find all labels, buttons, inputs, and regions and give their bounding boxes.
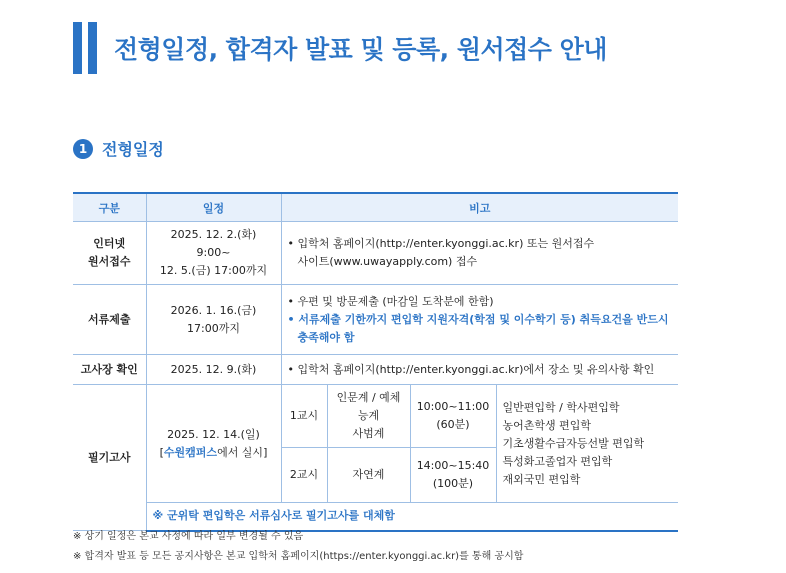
remarks-warning-line: 충족해야 함 (297, 330, 355, 344)
date-cell: 2025. 12. 9.(화) (146, 355, 281, 385)
date-cell (146, 285, 281, 355)
military-note-cell: ※ 군위탁 편입학은 서류심사로 필기고사를 대체함 (146, 503, 678, 531)
date-line: 2026. 1. 16.(금) (170, 303, 257, 317)
remarks-line: • 우편 및 방문제출 (마감일 도착분에 한함) (287, 294, 494, 308)
time-line: (60분) (436, 418, 470, 431)
date-line: 2025. 12. 14.(일) (167, 427, 260, 441)
footnote: ※ 상기 일정은 본교 사정에 따라 일부 변경될 수 있음 (73, 531, 304, 542)
category-cell: 서류제출 (73, 285, 146, 355)
footnote: ※ 합격자 발표 등 모든 공지사항은 본교 입학처 홈페이지(https://enter.kyonggi.ac.kr)를 통해 공시함 (73, 551, 524, 562)
admission-type: 농어촌학생 편입학 (502, 418, 592, 432)
date-cell (146, 222, 281, 285)
remarks-warning-line: • 서류제출 기한까지 편입학 지원자격(학점 및 이수학기 등) 취득요건을 반드시 (287, 312, 669, 326)
remarks-cell (281, 222, 678, 285)
subject-cell (327, 385, 410, 448)
subject-line: 사범계 (352, 427, 385, 440)
header-category: 구분 (73, 193, 146, 222)
page-title: 전형일정, 합격자 발표 및 등록, 원서접수 안내 (114, 35, 607, 64)
time-cell (410, 385, 496, 448)
admission-type: 재외국민 편입학 (502, 472, 581, 486)
time-line: (100분) (432, 477, 474, 490)
section-number-badge: 1 (73, 139, 93, 159)
admission-type: 일반편입학 / 학사편입학 (502, 400, 620, 414)
table-row (73, 385, 678, 448)
time-cell (410, 448, 496, 503)
category-cell (73, 222, 146, 285)
date-line: 17:00까지 (187, 321, 240, 335)
table-row (73, 285, 678, 355)
remarks-line: 사이트(www.uwayapply.com) 접수 (297, 255, 478, 268)
period-cell: 2교시 (281, 448, 327, 503)
remarks-line: • 입학처 홈페이지(http://enter.kyonggi.ac.kr) 또는 원서접수 (287, 237, 595, 250)
category-line: 인터넷 (93, 237, 126, 250)
table-header-row (73, 193, 678, 222)
subject-line: 인문계 / 예체능계 (336, 391, 401, 422)
time-line: 14:00~15:40 (416, 459, 490, 472)
date-line: 2025. 12. 2.(화) 9:00~ (170, 228, 257, 259)
section-header (73, 137, 164, 160)
date-cell (146, 385, 281, 503)
category-cell: 필기고사 (73, 385, 146, 531)
header-remarks: 비고 (281, 193, 678, 222)
table-row (73, 355, 678, 385)
header-date: 일정 (146, 193, 281, 222)
remarks-cell: • 입학처 홈페이지(http://enter.kyonggi.ac.kr)에서 장소 및 유의사항 확인 (281, 355, 678, 385)
date-line: 12. 5.(금) 17:00까지 (159, 264, 268, 277)
admission-type: 기초생활수급자등선발 편입학 (502, 436, 645, 450)
campus-name: 수원캠퍼스 (163, 445, 218, 459)
admission-types-cell (496, 385, 678, 503)
period-cell: 1교시 (281, 385, 327, 448)
category-cell: 고사장 확인 (73, 355, 146, 385)
campus-bracket: [ (159, 445, 164, 459)
section-title: 전형일정 (102, 140, 164, 159)
table-row (73, 222, 678, 285)
subject-cell: 자연계 (327, 448, 410, 503)
title-accent-bars (73, 22, 99, 74)
campus-line (153, 444, 275, 462)
schedule-table (73, 192, 678, 532)
remarks-cell (281, 285, 678, 355)
admission-type: 특성화고졸업자 편입학 (502, 454, 613, 468)
time-line: 10:00~11:00 (416, 400, 490, 413)
category-line: 원서접수 (87, 255, 131, 268)
campus-suffix: 에서 실시] (217, 445, 268, 459)
